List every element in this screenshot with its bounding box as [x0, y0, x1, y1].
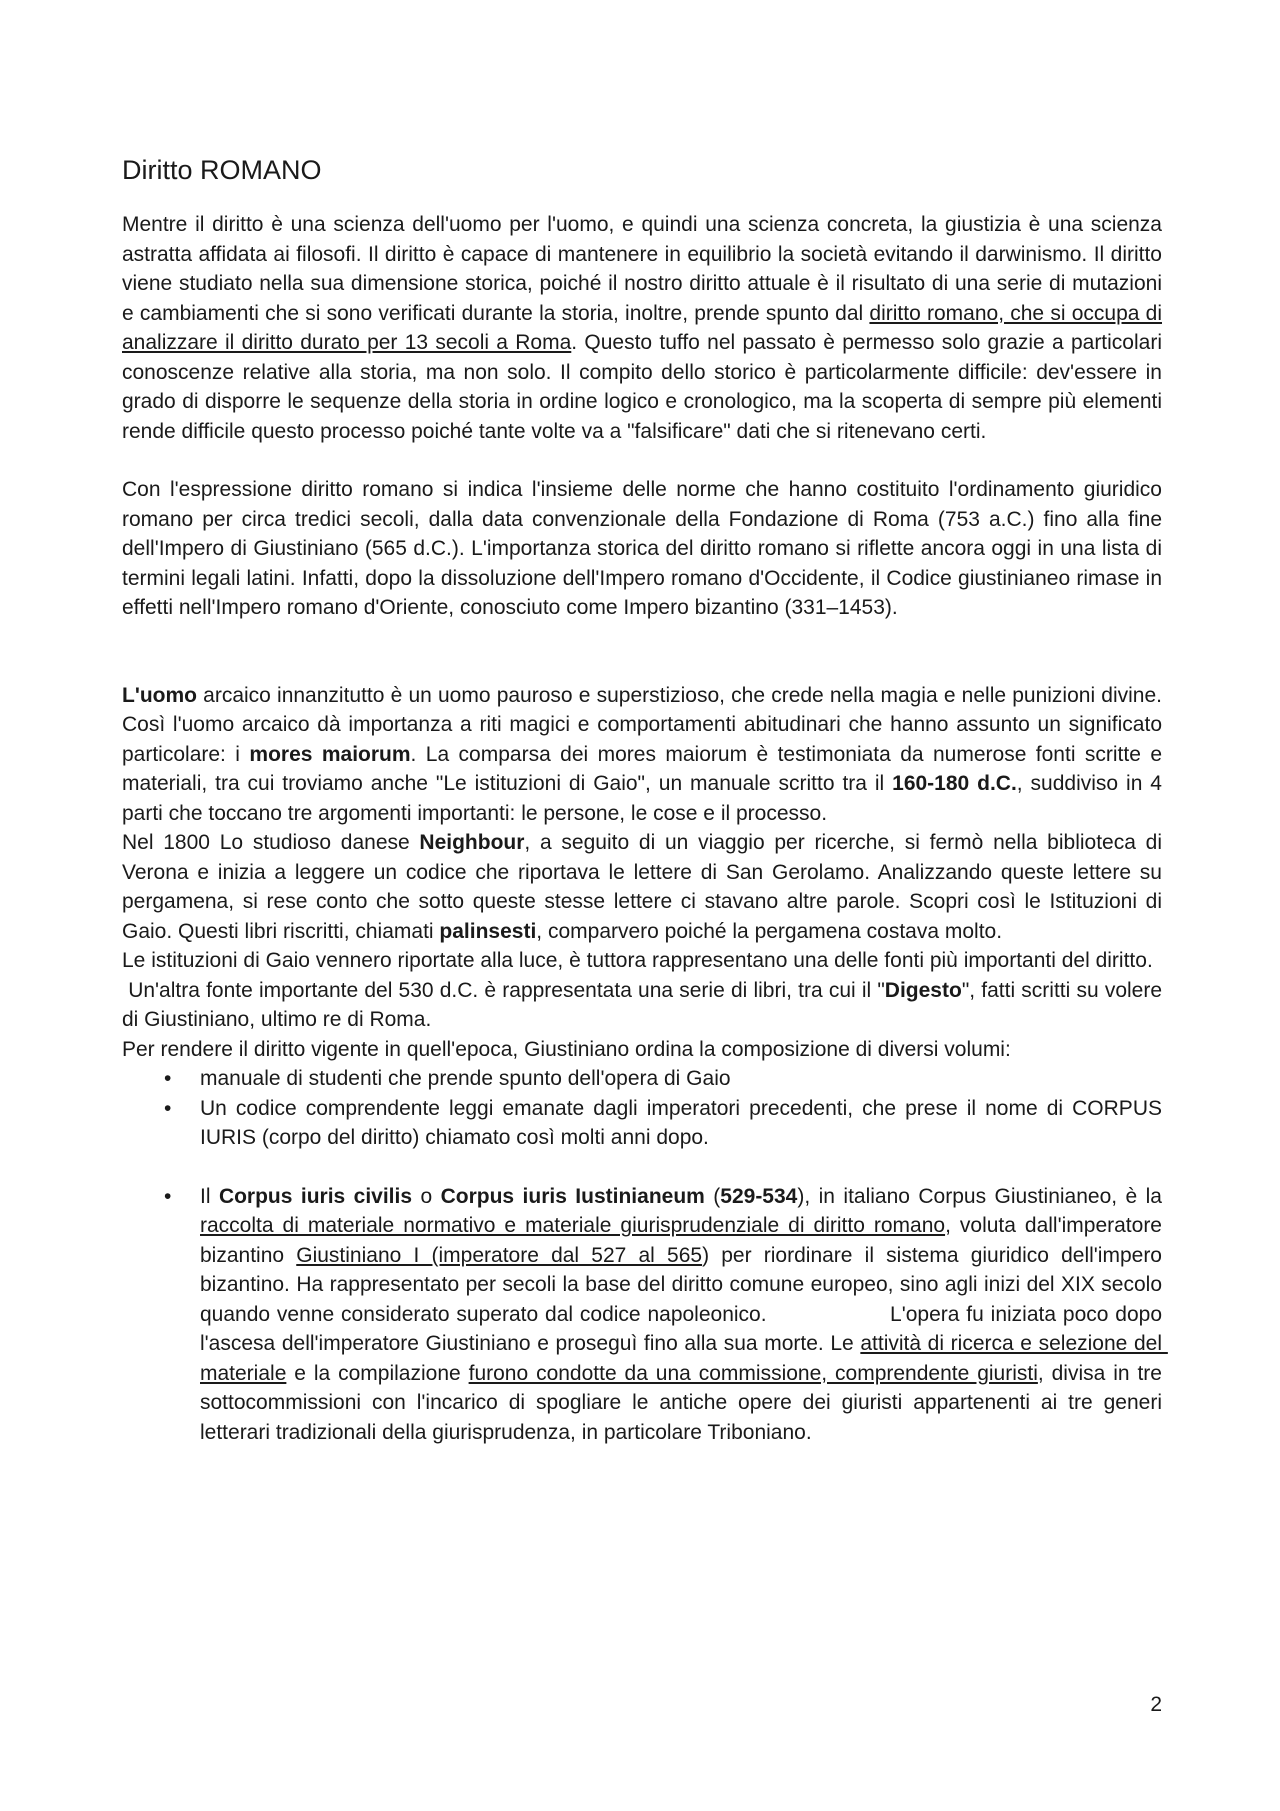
paragraph-definition: Con l'espressione diritto romano si indica l'insieme delle norme che hanno costituito l'ordinamento giuridico romano per circa tredici secoli, dalla data convenzionale della Fondazione di Roma (753 a.C.) fino alla fine dell'Impero di Giustiniano (565 d.C.). L'importanza storica del diritto romano si riflette ancora oggi in una lista di termini legali latini. Infatti, dopo la dissoluzione dell'Impero romano d'Occidente, il Codice giustinianeo rimase in effetti nell'Impero romano d'Oriente, conosciuto come Impero bizantino (331–1453).: [122, 478, 1162, 619]
bold-text: Digesto: [884, 978, 962, 1002]
text-span: (: [704, 1184, 721, 1208]
text-span: o: [412, 1184, 441, 1208]
bold-text: 529-534: [720, 1184, 798, 1208]
text-span: Nel 1800 Lo studioso danese: [122, 831, 420, 854]
underlined-text: diritto romano, che si occupa di analizzare il diritto durato per 13 secoli a Roma: [122, 301, 1162, 354]
underlined-text: furono condotte da una commissione, comprendente giuristi: [468, 1361, 1038, 1385]
bold-text: L'uomo: [122, 683, 197, 707]
underlined-text: Giustiniano I (imperatore dal 527 al 565: [296, 1243, 703, 1267]
paragraph-uomo-arcaico: [122, 681, 1162, 829]
text-span: ), in italiano Corpus Giustinianeo, è la: [797, 1184, 1168, 1208]
bold-text: 160-180 d.C.: [892, 772, 1017, 795]
bullet-icon: •: [164, 1184, 172, 1208]
bold-text: Corpus iuris Iustinianeum: [440, 1184, 705, 1208]
list-item: [122, 1094, 1162, 1153]
text-span: ", fatti scritti su volere di Giustiniano, ultimo re di Roma.: [122, 978, 1168, 1031]
text-span: Mentre il diritto è una scienza dell'uomo per l'uomo, e quindi una scienza concreta, la giustizia è una scienza astratta affidata ai filosofi. Il diritto è capace di mantenere in equilibrio la società evitando il darwinismo. Il diritto viene studiato nella sua dimensione storica, poiché il nostro diritto attuale è il risultato di una serie di mutazioni e cambiamenti che si sono verificati durante la storia, inoltre, prende spunto dal: [122, 213, 1162, 325]
text-span: arcaico innanzitutto è un uomo pauroso e superstizioso, che crede nella magia e nelle punizioni divine. Così l'uomo arcaico dà importanza a riti magici e comportamenti abitudinari che hanno assunto un significato particolare: i: [122, 683, 1162, 766]
list-item: [122, 1064, 1162, 1094]
paragraph-intro: [122, 210, 1162, 446]
bold-text: palinsesti: [439, 919, 537, 943]
paragraph-neighbour: [122, 828, 1162, 946]
underlined-text: attività di ricerca e selezione del materiale: [200, 1332, 1168, 1385]
document-title: Diritto ROMANO: [122, 155, 322, 185]
text-span: , suddiviso in 4 parti che toccano tre argomenti importanti: le persone, le cose e il processo.: [122, 772, 1162, 825]
paragraph-digesto: [122, 976, 1168, 1035]
page-content: [122, 152, 1168, 1447]
page-number: 2: [1150, 1693, 1162, 1716]
text-span: , comparvero poiché la pergamena costava molto.: [536, 919, 1003, 943]
bold-text: Neighbour: [419, 831, 525, 854]
text-span: e la compilazione: [286, 1361, 469, 1385]
bullet-icon: •: [164, 1067, 172, 1090]
underlined-text: raccolta di materiale normativo e materiale giurisprudenziale di diritto romano: [200, 1214, 946, 1237]
text-span: Il: [200, 1184, 219, 1208]
text-span: Un'altra fonte importante del 530 d.C. è rappresentata una serie di libri, tra cui il ": [122, 978, 885, 1002]
list-item: [122, 1182, 1168, 1448]
bold-text: mores maiorum: [249, 742, 411, 766]
paragraph-istituzioni: Le istituzioni di Gaio vennero riportate alla luce, è tuttora rappresentano una delle fonti più importanti del diritto.: [122, 949, 1153, 972]
text-span: , a seguito di un viaggio per ricerche, si fermò nella biblioteca di Verona e inizia a leggere un codice che riportava le lettere di San Gerolamo. Analizzando queste lettere su pergamena, si rese conto che sotto queste stesse lettere ci stavano altre parole. Scopri così le Istituzioni di Gaio. Questi libri riscritti, chiamati: [122, 831, 1162, 943]
text-span: , voluta dall'imperatore bizantino: [200, 1214, 1168, 1267]
bold-text: Corpus iuris civilis: [218, 1184, 413, 1208]
text-span: ) per riordinare il sistema giuridico dell'impero bizantino. Ha rappresentato per secoli la base del diritto comune europeo, sino agli inizi del XIX secolo quando venne considerato superato dal codice napoleonico. L'opera fu iniziata poco dopo l'ascesa dell'imperatore Giustiniano e proseguì fino alla sua morte. Le: [200, 1243, 1168, 1355]
text-span: , divisa in tre sottocommissioni con l'incarico di spogliare le antiche opere dei giuristi appartenenti ai tre generi letterari tradizionali della giurisprudenza, in particolare Triboniano.: [200, 1361, 1168, 1444]
bullet-list: [122, 1064, 1168, 1447]
bullet-icon: •: [164, 1096, 172, 1120]
list-item-text: Un codice comprendente leggi emanate dagli imperatori precedenti, che prese il nome di CORPUS IURIS (corpo del diritto) chiamato così molti anni dopo.: [200, 1096, 1162, 1149]
list-item-text: manuale di studenti che prende spunto dell'opera di Gaio: [200, 1067, 731, 1090]
paragraph-giustiniano: Per rendere il diritto vigente in quell'epoca, Giustiniano ordina la composizione di diversi volumi:: [122, 1037, 1011, 1061]
text-span: . La comparsa dei mores maiorum è testimoniata da numerose fonti scritte e materiali, tra cui troviamo anche "Le istituzioni di Gaio", un manuale scritto tra il: [122, 742, 1163, 795]
text-span: . Questo tuffo nel passato è permesso solo grazie a particolari conoscenze relative alla storia, ma non solo. Il compito dello storico è particolarmente difficile: dev'essere in grado di disporre le sequenze della storia in ordine logico e cronologico, ma la scoperta di sempre più elementi rende difficile questo processo poiché tante volte va a "falsificare" dati che si ritenevano certi.: [122, 331, 1162, 443]
